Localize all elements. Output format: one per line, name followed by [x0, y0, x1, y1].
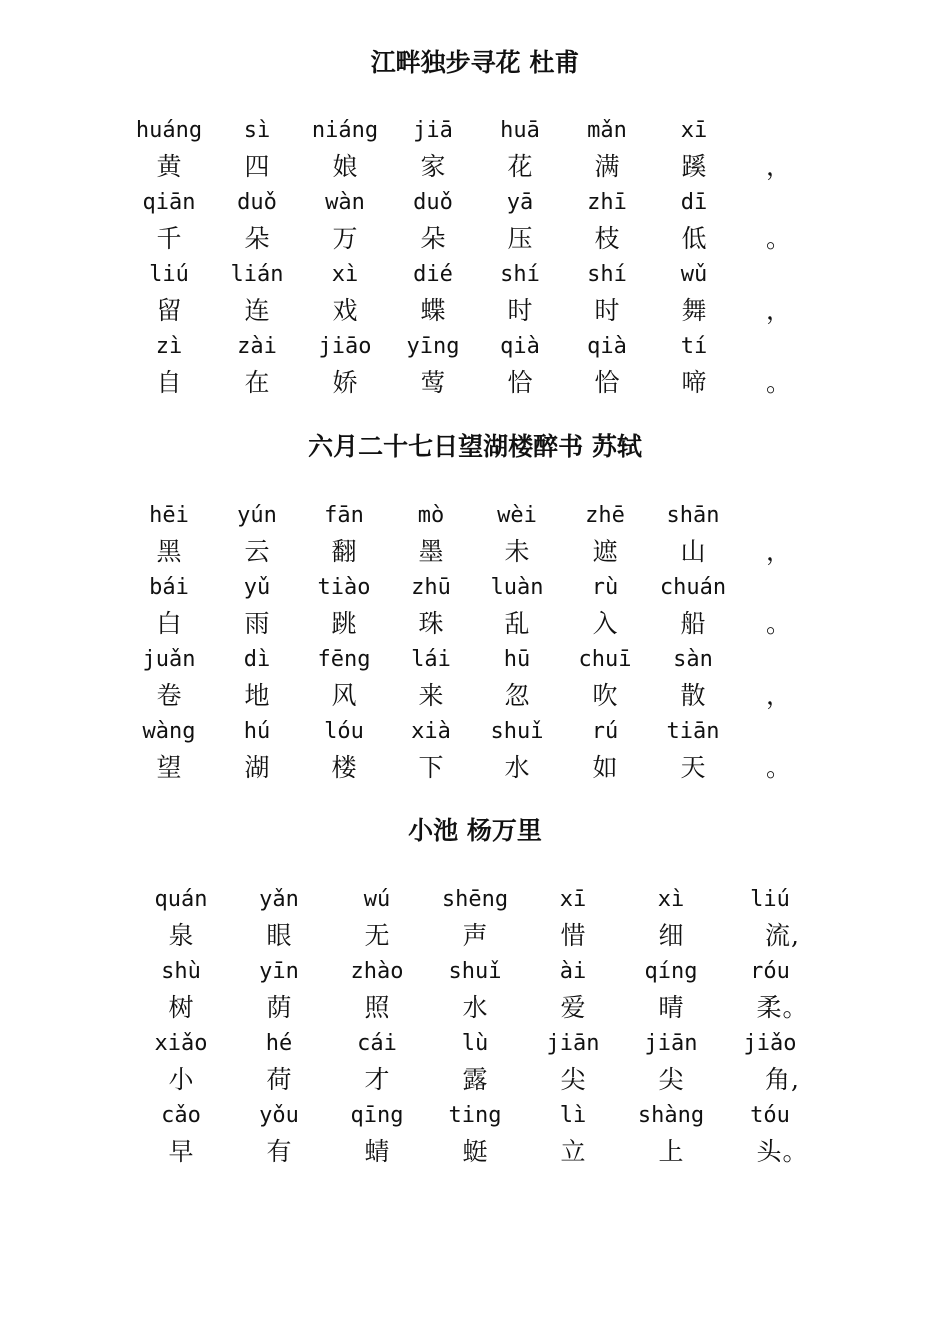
hanzi-character: 乱 [504, 609, 530, 638]
pinyin-syllable: yǔ [243, 575, 271, 600]
hanzi-character: 早 [168, 1137, 194, 1166]
pinyin-syllable: tiào [317, 575, 371, 600]
pinyin-syllable: wǔ [680, 262, 708, 287]
pinyin-syllable: jiāo [318, 334, 372, 359]
hanzi-character: 声 [462, 921, 488, 950]
hanzi-character: 上 [658, 1137, 684, 1166]
pinyin-syllable: hú [243, 719, 271, 744]
pinyin-syllable: qià [587, 334, 627, 359]
punctuation: 。 [782, 1137, 808, 1166]
punctuation: ， [766, 296, 792, 325]
pinyin-syllable: qià [500, 334, 540, 359]
pinyin-syllable: zhào [350, 959, 404, 984]
hanzi-character: 爱 [560, 993, 586, 1022]
hanzi-character: 连 [244, 296, 270, 325]
punctuation: ， [766, 152, 792, 181]
hanzi-character: 墨 [418, 537, 444, 566]
pinyin-syllable: zhī [587, 190, 627, 215]
pinyin-syllable: chuī [578, 647, 632, 672]
hanzi-character: 吹 [592, 681, 618, 710]
hanzi-character: 湖 [244, 753, 270, 782]
pinyin-syllable: yǒu [259, 1103, 299, 1128]
pinyin-syllable: wàn [325, 190, 365, 215]
hanzi-character: 水 [462, 993, 488, 1022]
hanzi-character: 花 [507, 152, 533, 181]
hanzi-character: 如 [592, 753, 618, 782]
pinyin-syllable: hēi [149, 503, 189, 528]
hanzi-character: 望 [156, 753, 182, 782]
hanzi-character: 尖 [560, 1065, 586, 1094]
hanzi-character: 晴 [658, 993, 684, 1022]
hanzi-character: 蝶 [420, 296, 446, 325]
hanzi-character: 枝 [594, 224, 620, 253]
punctuation: ， [766, 681, 792, 710]
hanzi-character: 娘 [332, 152, 358, 181]
pinyin-syllable: huā [500, 118, 540, 143]
pinyin-syllable: juǎn [142, 647, 196, 672]
pinyin-syllable: shù [161, 959, 201, 984]
pinyin-syllable: hū [503, 647, 531, 672]
hanzi-character: 白 [156, 609, 182, 638]
pinyin-syllable: lì [559, 1103, 587, 1128]
hanzi-character: 细 [658, 921, 684, 950]
pinyin-syllable: duǒ [413, 190, 453, 215]
pinyin-syllable: xià [411, 719, 451, 744]
hanzi-character: 天 [680, 753, 706, 782]
hanzi-character: 留 [156, 296, 182, 325]
pinyin-syllable: shuǐ [448, 959, 502, 984]
pinyin-syllable: cái [357, 1031, 397, 1056]
hanzi-character: 有 [266, 1137, 292, 1166]
pinyin-syllable: qíng [644, 959, 698, 984]
hanzi-character: 时 [507, 296, 533, 325]
pinyin-syllable: bái [149, 575, 189, 600]
pinyin-syllable: jiān [644, 1031, 698, 1056]
hanzi-character: 散 [680, 681, 706, 710]
pinyin-syllable: dì [243, 647, 271, 672]
pinyin-syllable: qīng [350, 1103, 404, 1128]
pinyin-syllable: xì [657, 887, 685, 912]
pinyin-syllable: wàng [142, 719, 196, 744]
pinyin-syllable: ting [448, 1103, 502, 1128]
hanzi-character: 卷 [156, 681, 182, 710]
pinyin-syllable: zhē [585, 503, 625, 528]
hanzi-character: 水 [504, 753, 530, 782]
hanzi-character: 照 [364, 993, 390, 1022]
pinyin-syllable: lóu [324, 719, 364, 744]
pinyin-syllable: jiān [546, 1031, 600, 1056]
hanzi-character: 风 [331, 681, 357, 710]
pinyin-syllable: shí [587, 262, 627, 287]
hanzi-character: 立 [560, 1137, 586, 1166]
pinyin-syllable: rù [591, 575, 619, 600]
hanzi-character: 来 [418, 681, 444, 710]
hanzi-character: 楼 [331, 753, 357, 782]
pinyin-syllable: yā [506, 190, 534, 215]
hanzi-character: 尖 [658, 1065, 684, 1094]
pinyin-syllable: dī [680, 190, 708, 215]
hanzi-character: 娇 [332, 368, 358, 397]
hanzi-character: 四 [244, 152, 270, 181]
pinyin-syllable: qiān [142, 190, 196, 215]
pinyin-syllable: rú [591, 719, 619, 744]
punctuation: 。 [766, 368, 792, 397]
hanzi-character: 莺 [420, 368, 446, 397]
poem-title: 江畔独步寻花 杜甫 [370, 48, 580, 77]
hanzi-character: 眼 [266, 921, 292, 950]
pinyin-syllable: fān [324, 503, 364, 528]
hanzi-character: 朵 [244, 224, 270, 253]
hanzi-character: 时 [594, 296, 620, 325]
pinyin-syllable: sàn [673, 647, 713, 672]
punctuation: 。 [766, 224, 792, 253]
pinyin-syllable: mò [417, 503, 445, 528]
pinyin-syllable: chuán [659, 575, 727, 600]
pinyin-syllable: zì [155, 334, 183, 359]
hanzi-character: 角, [765, 1065, 799, 1094]
pinyin-syllable: duǒ [237, 190, 277, 215]
hanzi-character: 戏 [332, 296, 358, 325]
pinyin-syllable: yīng [406, 334, 460, 359]
pinyin-syllable: xī [680, 118, 708, 143]
pinyin-syllable: quán [154, 887, 208, 912]
hanzi-character: 家 [420, 152, 446, 181]
hanzi-character: 露 [462, 1065, 488, 1094]
hanzi-character: 自 [156, 368, 182, 397]
hanzi-character: 舞 [681, 296, 707, 325]
hanzi-character: 朵 [420, 224, 446, 253]
pinyin-syllable: shuǐ [490, 719, 544, 744]
hanzi-character: 千 [156, 224, 182, 253]
pinyin-syllable: zài [237, 334, 277, 359]
hanzi-character: 黄 [156, 152, 182, 181]
hanzi-character: 忽 [504, 681, 530, 710]
pinyin-syllable: zhū [411, 575, 451, 600]
hanzi-character: 入 [592, 609, 618, 638]
hanzi-character: 恰 [507, 368, 533, 397]
hanzi-character: 蜓 [462, 1137, 488, 1166]
hanzi-character: 泉 [168, 921, 194, 950]
hanzi-character: 未 [504, 537, 530, 566]
pinyin-syllable: fēng [317, 647, 371, 672]
hanzi-character: 蹊 [681, 152, 707, 181]
hanzi-character: 满 [594, 152, 620, 181]
pinyin-syllable: lù [461, 1031, 489, 1056]
hanzi-character: 树 [168, 993, 194, 1022]
pinyin-syllable: yún [237, 503, 277, 528]
hanzi-character: 低 [681, 224, 707, 253]
pinyin-syllable: róu [750, 959, 790, 984]
pinyin-syllable: jiā [413, 118, 453, 143]
pinyin-syllable: ài [559, 959, 587, 984]
pinyin-syllable: shān [666, 503, 720, 528]
hanzi-character: 在 [244, 368, 270, 397]
pinyin-syllable: huáng [135, 118, 203, 143]
punctuation: 。 [782, 993, 808, 1022]
pinyin-syllable: luàn [490, 575, 544, 600]
pinyin-syllable: mǎn [587, 118, 627, 143]
hanzi-character: 跳 [331, 609, 357, 638]
pinyin-syllable: yǎn [259, 887, 299, 912]
hanzi-character: 惜 [560, 921, 586, 950]
punctuation: ， [766, 537, 792, 566]
hanzi-character: 小 [168, 1065, 194, 1094]
hanzi-character: 万 [332, 224, 358, 253]
pinyin-syllable: xiǎo [154, 1031, 208, 1056]
punctuation: 。 [766, 609, 792, 638]
hanzi-character: 山 [680, 537, 706, 566]
hanzi-character: 无 [364, 921, 390, 950]
pinyin-syllable: hé [265, 1031, 293, 1056]
hanzi-character: 下 [418, 753, 444, 782]
hanzi-character: 才 [364, 1065, 390, 1094]
pinyin-syllable: tóu [750, 1103, 790, 1128]
pinyin-syllable: lái [411, 647, 451, 672]
hanzi-character: 雨 [244, 609, 270, 638]
pinyin-syllable: tí [680, 334, 708, 359]
pinyin-syllable: jiǎo [743, 1031, 797, 1056]
pinyin-syllable: sì [243, 118, 271, 143]
punctuation: , [791, 921, 799, 950]
hanzi-character: 蜻 [364, 1137, 390, 1166]
hanzi-character: 柔。 [756, 993, 808, 1022]
hanzi-character: 头。 [756, 1137, 808, 1166]
pinyin-syllable: lián [230, 262, 284, 287]
pinyin-syllable: xì [331, 262, 359, 287]
pinyin-syllable: dié [413, 262, 453, 287]
pinyin-syllable: shàng [637, 1103, 705, 1128]
pinyin-syllable: shí [500, 262, 540, 287]
hanzi-character: 云 [244, 537, 270, 566]
hanzi-character: 珠 [418, 609, 444, 638]
poem-title: 小池 杨万里 [408, 816, 542, 845]
pinyin-syllable: niáng [311, 118, 379, 143]
pinyin-syllable: wú [363, 887, 391, 912]
punctuation: , [791, 1065, 799, 1094]
hanzi-character: 黑 [156, 537, 182, 566]
pinyin-syllable: cǎo [161, 1103, 201, 1128]
pinyin-syllable: shēng [441, 887, 509, 912]
hanzi-character: 地 [244, 681, 270, 710]
poem-title: 六月二十七日望湖楼醉书 苏轼 [308, 432, 642, 461]
hanzi-character: 荷 [266, 1065, 292, 1094]
pinyin-syllable: liú [750, 887, 790, 912]
hanzi-character: 压 [507, 224, 533, 253]
pinyin-syllable: tiān [666, 719, 720, 744]
hanzi-character: 恰 [594, 368, 620, 397]
hanzi-character: 船 [680, 609, 706, 638]
hanzi-character: 流, [765, 921, 799, 950]
hanzi-character: 遮 [592, 537, 618, 566]
hanzi-character: 荫 [266, 993, 292, 1022]
hanzi-character: 翻 [331, 537, 357, 566]
pinyin-syllable: liú [149, 262, 189, 287]
pinyin-syllable: yīn [259, 959, 299, 984]
punctuation: 。 [766, 753, 792, 782]
pinyin-syllable: wèi [497, 503, 537, 528]
pinyin-syllable: xī [559, 887, 587, 912]
hanzi-character: 啼 [681, 368, 707, 397]
